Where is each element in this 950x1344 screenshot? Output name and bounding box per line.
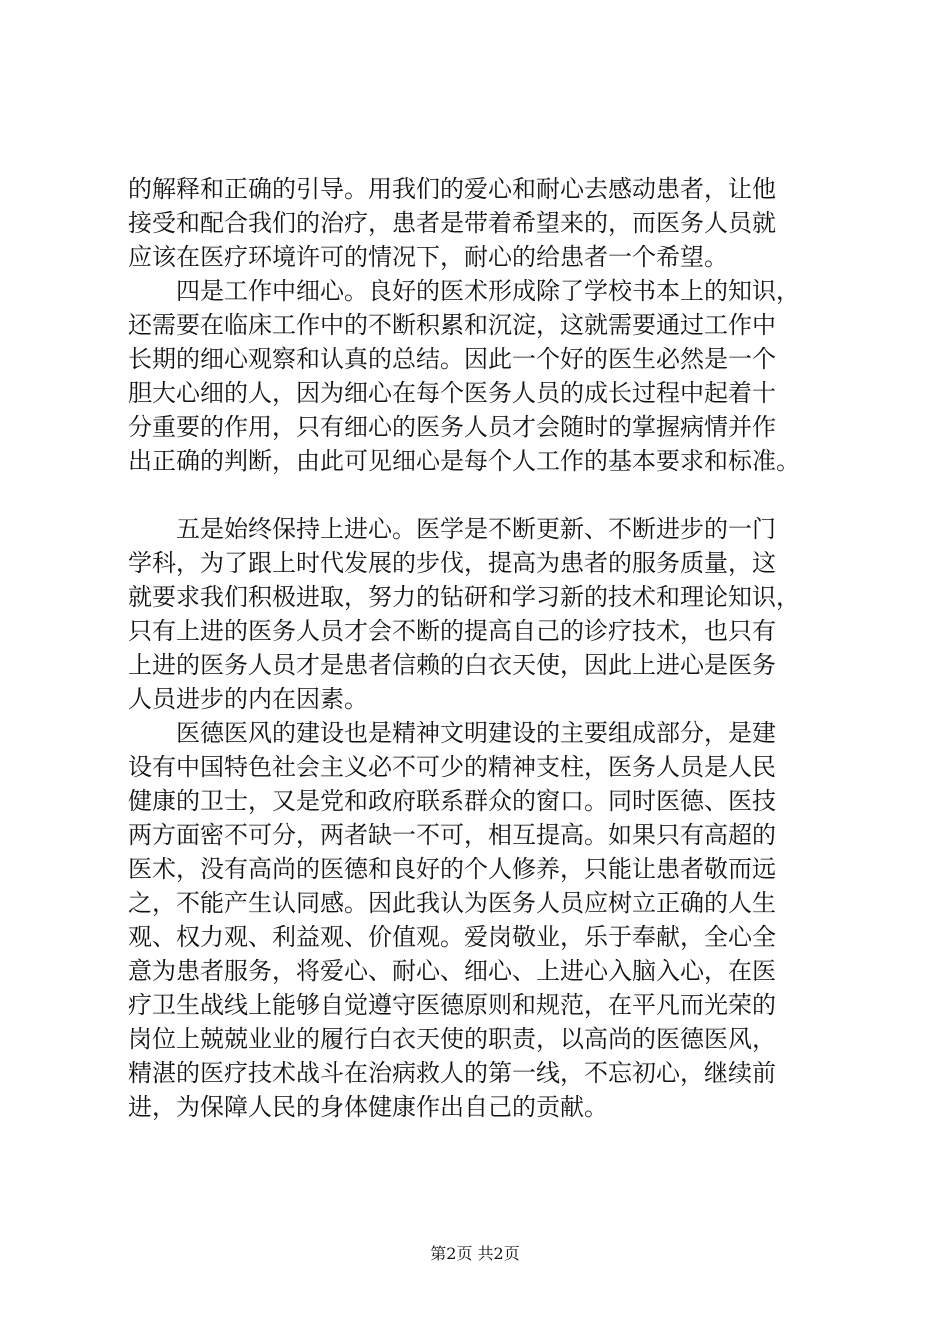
text-line: 上进的医务人员才是患者信赖的白衣天使，因此上进心是医务 [128, 651, 776, 679]
page-number: 第2页 共2页 [430, 1244, 520, 1263]
text-line: 出正确的判断，由此可见细心是每个人工作的基本要求和标准。 [128, 447, 800, 475]
text-line: 长期的细心观察和认真的总结。因此一个好的医生必然是一个 [128, 345, 776, 373]
text-line: 精湛的医疗技术战斗在治病救人的第一线，不忘初心，继续前 [128, 1059, 776, 1087]
text-line: 学科，为了跟上时代发展的步伐，提高为患者的服务质量，这 [128, 549, 776, 577]
text-line: 设有中国特色社会主义必不可少的精神支柱，医务人员是人民 [128, 753, 776, 781]
text-line: 接受和配合我们的治疗，患者是带着希望来的，而医务人员就 [128, 209, 776, 237]
text-line: 观、权力观、利益观、价值观。爱岗敬业，乐于奉献，全心全 [128, 923, 776, 951]
blank-line [128, 478, 848, 512]
text-line: 还需要在临床工作中的不断积累和沉淀，这就需要通过工作中 [128, 311, 776, 339]
page-footer [0, 1244, 950, 1264]
text-line: 的解释和正确的引导。用我们的爱心和耐心去感动患者，让他 [128, 175, 776, 203]
text-line: 进，为保障人民的身体健康作出自己的贡献。 [128, 1093, 608, 1121]
text-line: 就要求我们积极进取，努力的钻研和学习新的技术和理论知识， [128, 583, 800, 611]
document-body [128, 172, 848, 1124]
text-line: 分重要的作用，只有细心的医务人员才会随时的掌握病情并作 [128, 413, 776, 441]
text-line: 四是工作中细心。良好的医术形成除了学校书本上的知识， [128, 277, 800, 305]
text-line: 之，不能产生认同感。因此我认为医务人员应树立正确的人生 [128, 889, 776, 917]
text-line: 岗位上兢兢业业的履行白衣天使的职责，以高尚的医德医风， [128, 1025, 776, 1053]
text-line: 应该在医疗环境许可的情况下，耐心的给患者一个希望。 [128, 243, 728, 271]
text-line: 疗卫生战线上能够自觉遵守医德原则和规范，在平凡而光荣的 [128, 991, 776, 1019]
text-line: 健康的卫士，又是党和政府联系群众的窗口。同时医德、医技 [128, 787, 776, 815]
text-line: 两方面密不可分，两者缺一不可，相互提高。如果只有高超的 [128, 821, 776, 849]
text-line: 五是始终保持上进心。医学是不断更新、不断进步的一门 [128, 515, 776, 543]
text-line: 胆大心细的人，因为细心在每个医务人员的成长过程中起着十 [128, 379, 776, 407]
text-line: 医德医风的建设也是精神文明建设的主要组成部分，是建 [128, 719, 776, 747]
text-line: 只有上进的医务人员才会不断的提高自己的诊疗技术，也只有 [128, 617, 776, 645]
text-line: 医术，没有高尚的医德和良好的个人修养，只能让患者敬而远 [128, 855, 776, 883]
text-line: 人员进步的内在因素。 [128, 685, 368, 713]
text-line: 意为患者服务，将爱心、耐心、细心、上进心入脑入心，在医 [128, 957, 776, 985]
